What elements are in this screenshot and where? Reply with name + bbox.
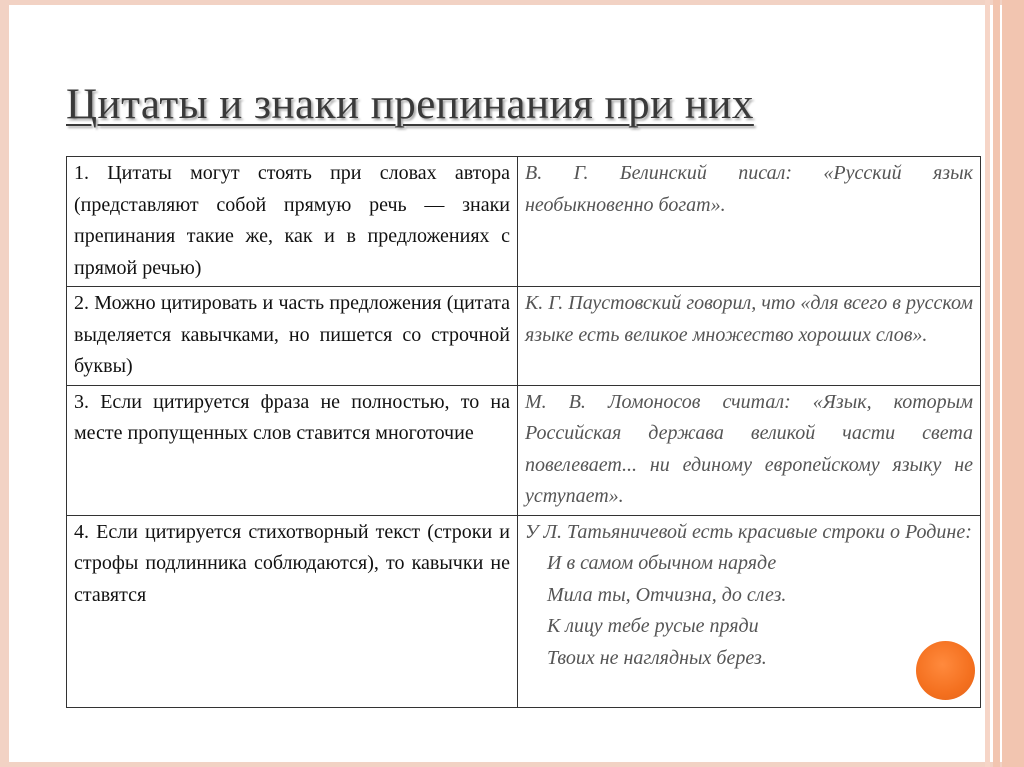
- table-row: [67, 287, 981, 386]
- poem-line: Твоих не наглядных берез.: [547, 646, 767, 669]
- example-cell: В. Г. Белинский писал: «Русский язык необыкновенно богат».: [518, 157, 981, 287]
- table-row: [67, 385, 981, 515]
- orange-circle-decoration: [916, 641, 975, 700]
- decorative-stripe: [985, 0, 990, 767]
- example-cell: К. Г. Паустовский говорил, что «для всего в русском языке есть великое множество хороших слов».: [518, 287, 981, 386]
- rules-table: [66, 156, 981, 708]
- example-intro: У Л. Татьяничевой есть красивые строки о Родине:: [525, 520, 972, 543]
- example-cell: М. В. Ломоносов считал: «Язык, которым Российская держава великой части света повелевает... ни единому европейскому языку не уступает».: [518, 385, 981, 515]
- slide-title: Цитаты и знаки препинания при них: [66, 81, 754, 128]
- decorative-stripe: [993, 0, 1000, 767]
- poem-line: К лицу тебе русые пряди: [547, 615, 759, 637]
- decorative-stripe: [1002, 0, 1024, 767]
- example-cell: [518, 515, 981, 707]
- poem-line: И в самом обычном наряде: [547, 552, 777, 574]
- table-row: [67, 157, 981, 287]
- rule-cell: 4. Если цитируется стихотворный текст (строки и строфы подлинника соблюдаются), то кавычки не ставятся: [67, 515, 518, 707]
- rule-cell: 3. Если цитируется фраза не полностью, то на месте пропущенных слов ставится многоточие: [67, 385, 518, 515]
- table-row: [67, 515, 981, 707]
- poem-line: Мила ты, Отчизна, до слез.: [547, 583, 787, 606]
- rule-cell: 1. Цитаты могут стоять при словах автора (представляют собой прямую речь — знаки препинания такие же, как и в предложениях с прямой речью): [67, 157, 518, 287]
- rule-cell: 2. Можно цитировать и часть предложения (цитата выделяется кавычками, но пишется со строчной буквы): [67, 287, 518, 386]
